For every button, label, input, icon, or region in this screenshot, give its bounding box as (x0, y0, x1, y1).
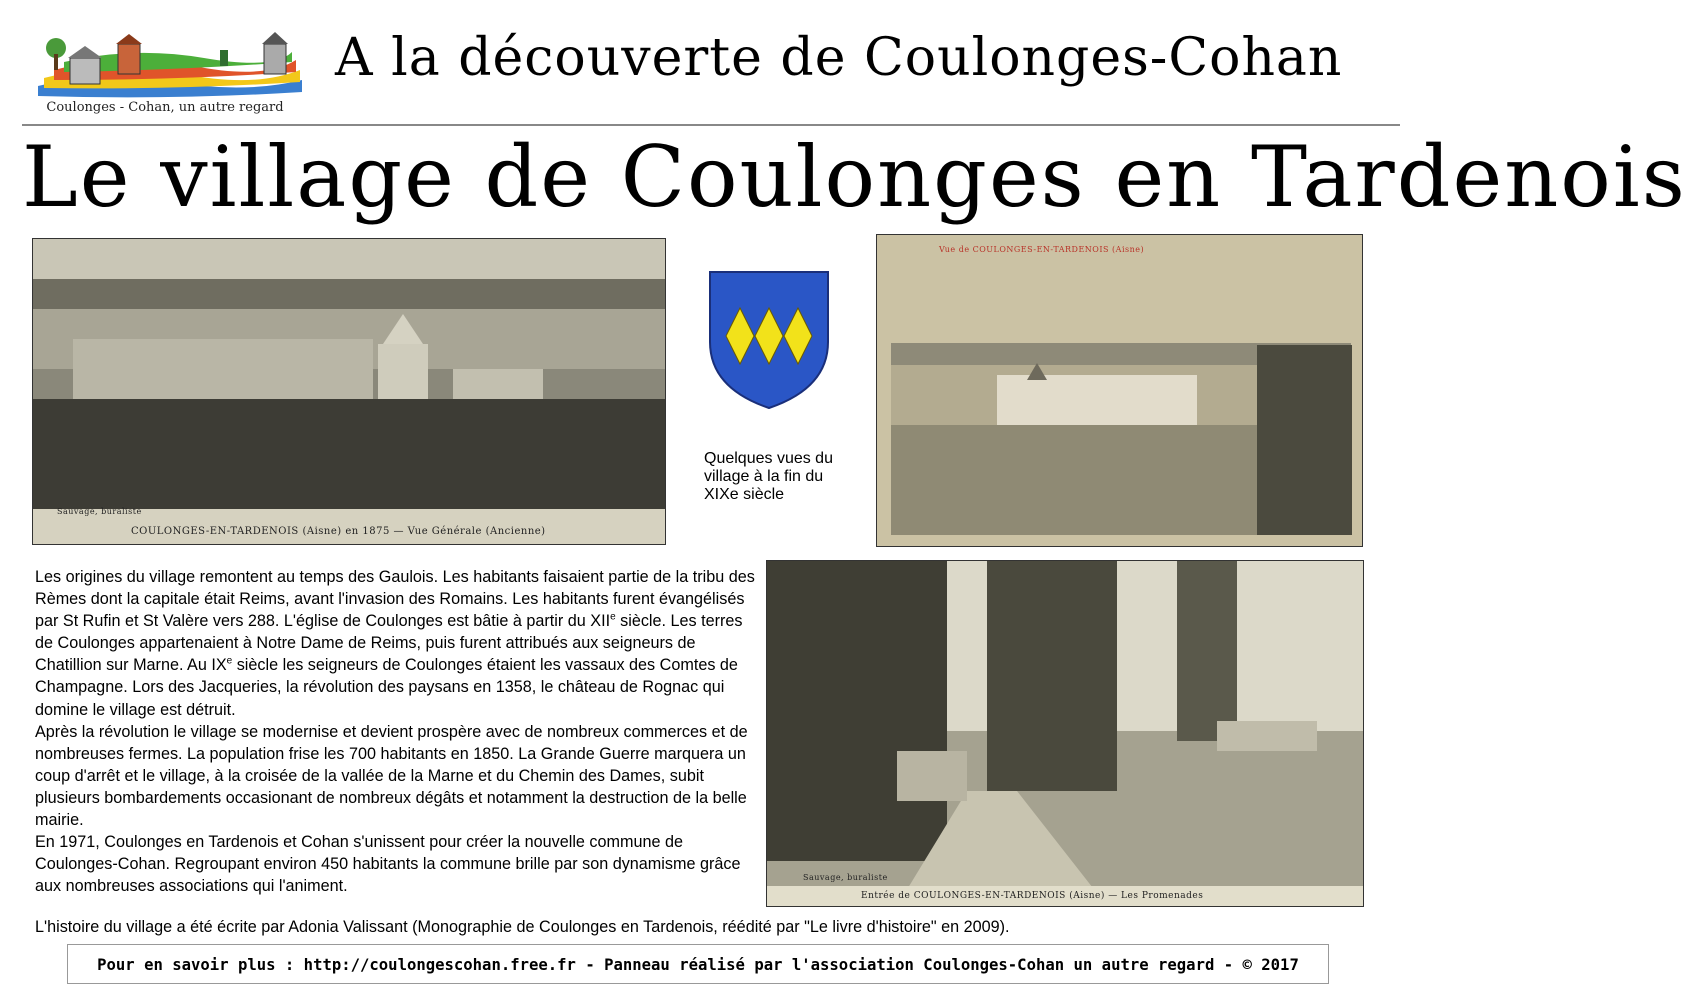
postcard-village-1875 (32, 238, 666, 545)
postcard-village-view (876, 234, 1363, 547)
logo-caption: Coulonges - Cohan, un autre regard (46, 100, 284, 115)
history-paragraph-1: Les origines du village remontent au temps des Gaulois. Les habitants faisaient partie de la tribu des Rèmes dont la capitale était Reims, avant l'invasion des Romains. Les habitants furent évangélisés par St Rufin et St Valère vers 288. L'église de Coulonges est bâtie à partir du XIIe siècle. Les terres de Coulonges appartenaient à Notre Dame de Reims, puis furent attribués aux seigneurs de Chatillion sur Marne. Au IXe siècle les seigneurs de Coulonges étaient les vassaux des Comtes de Champagne. Lors des Jacqueries, la révolution des paysans en 1358, le château de Rognac qui domine le village est détruit. (35, 568, 755, 719)
history-paragraph-3: En 1971, Coulonges en Tardenois et Cohan s'unissent pour créer la nouvelle commune de Coulonges-Cohan. Regroupant environ 450 habitants la commune brille par son dynamisme grâce aux nombreuses associations qui l'animent. (35, 833, 741, 896)
photo-1-publisher: Sauvage, buraliste (57, 507, 142, 516)
page-title: Le village de Coulonges en Tardenois (22, 128, 1687, 226)
header-title: A la découverte de Coulonges-Cohan (335, 28, 1343, 88)
history-paragraph-4: L'histoire du village a été écrite par Adonia Valissant (Monographie de Coulonges en Tardenois, réédité par "Le livre d'histoire" en 2009). (35, 918, 1010, 936)
footer-credits: Pour en savoir plus : http://coulongescohan.free.fr - Panneau réalisé par l'association Coulonges-Cohan un autre regard - © 2017 (67, 944, 1329, 984)
header-divider (22, 124, 1400, 126)
photo-3-caption: Entrée de COULONGES-EN-TARDENOIS (Aisne) — Les Promenades (861, 891, 1204, 901)
postcard-promenades (766, 560, 1364, 907)
history-text (35, 566, 755, 897)
photo-3-publisher: Sauvage, buraliste (803, 873, 888, 882)
history-paragraph-2: Après la révolution le village se modernise et devient prospère avec de nombreux commerces et de nombreuses fermes. La population frise les 700 habitants en 1850. La Grande Guerre marquera un coup d'arrêt et le village, à la croisée de la vallée de la Marne et du Chemin des Dames, subit plusieurs bombardements occasionant de nombreux dégâts et notamment la destruction de la belle mairie. (35, 722, 748, 830)
coat-of-arms (708, 270, 830, 410)
photos-caption: Quelques vues du village à la fin du XIXe siècle (704, 450, 833, 503)
photo-2-caption: Vue de COULONGES-EN-TARDENOIS (Aisne) (939, 245, 1145, 254)
photo-1-caption: COULONGES-EN-TARDENOIS (Aisne) en 1875 — Vue Générale (Ancienne) (131, 526, 546, 537)
